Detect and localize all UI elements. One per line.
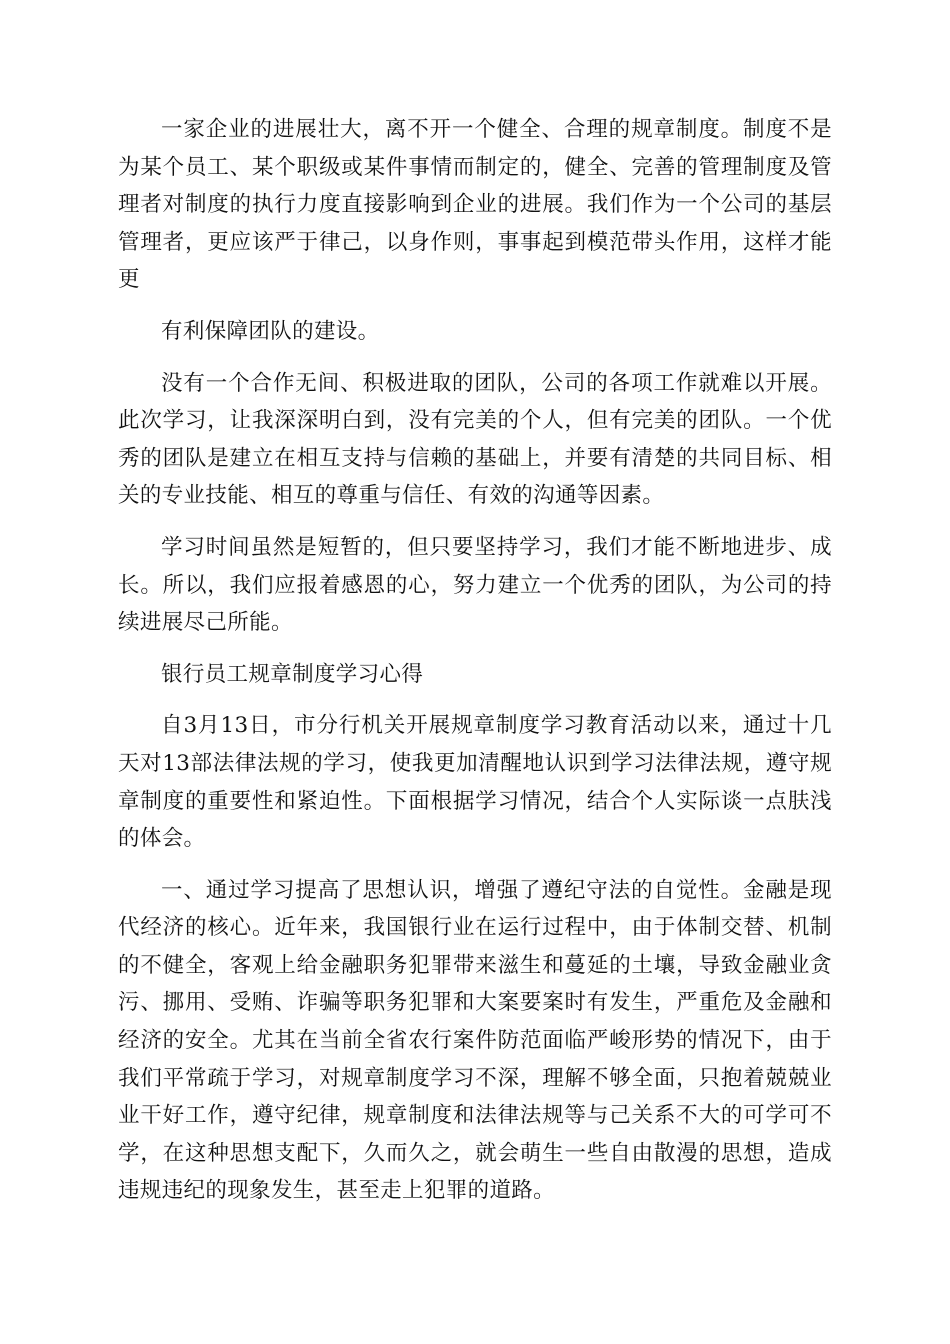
paragraph-point-one: 一、通过学习提高了思想认识，增强了遵纪守法的自觉性。金融是现代经济的核心。近年来，我国银行业在运行过程中，由于体制交替、机制的不健全，客观上给金融职务犯罪带来滋生和蔓延的土壤，导致金融业贪污、挪用、受贿、诈骗等职务犯罪和大案要案时有发生，严重危及金融和经济的安全。尤其在当前全省农行案件防范面临严峻形势的情况下，由于我们平常疏于学习，对规章制度学习不深，理解不够全面，只抱着兢兢业业干好工作，遵守纪律，规章制度和法律法规等与己关系不大的可学可不学，在这种思想支配下，久而久之，就会萌生一些自由散漫的思想，造成违规违纪的现象发生，甚至走上犯罪的道路。 <box>118 877 832 1204</box>
paragraph-teamwork: 没有一个合作无间、积极进取的团队，公司的各项工作就难以开展。此次学习，让我深深明白到，没有完美的个人，但有完美的团队。一个优秀的团队是建立在相互支持与信赖的基础上，并要有清楚的共同目标、相关的专业技能、相互的尊重与信任、有效的沟通等因素。 <box>118 370 832 509</box>
paragraph-learning: 学习时间虽然是短暂的，但只要坚持学习，我们才能不断地进步、成长。所以，我们应报着感恩的心，努力建立一个优秀的团队，为公司的持续进展尽己所能。 <box>118 534 832 636</box>
paragraph-intro: 一家企业的进展壮大，离不开一个健全、合理的规章制度。制度不是为某个员工、某个职级或某件事情而制定的，健全、完善的管理制度及管理者对制度的执行力度直接影响到企业的进展。我们作为一个公司的基层管理者，更应该严于律己，以身作则，事事起到模范带头作用，这样才能更 <box>118 117 832 293</box>
paragraph-team-building: 有利保障团队的建设。 <box>161 318 380 344</box>
section-heading: 银行员工规章制度学习心得 <box>161 661 424 687</box>
document-body <box>118 111 832 1224</box>
paragraph-activity: 自3月13日，市分行机关开展规章制度学习教育活动以来，通过十几天对13部法律法规的学习，使我更加清醒地认识到学习法律法规，遵守规章制度的重要性和紧迫性。下面根据学习情况，结合个人实际谈一点肤浅的体会。 <box>118 713 832 852</box>
